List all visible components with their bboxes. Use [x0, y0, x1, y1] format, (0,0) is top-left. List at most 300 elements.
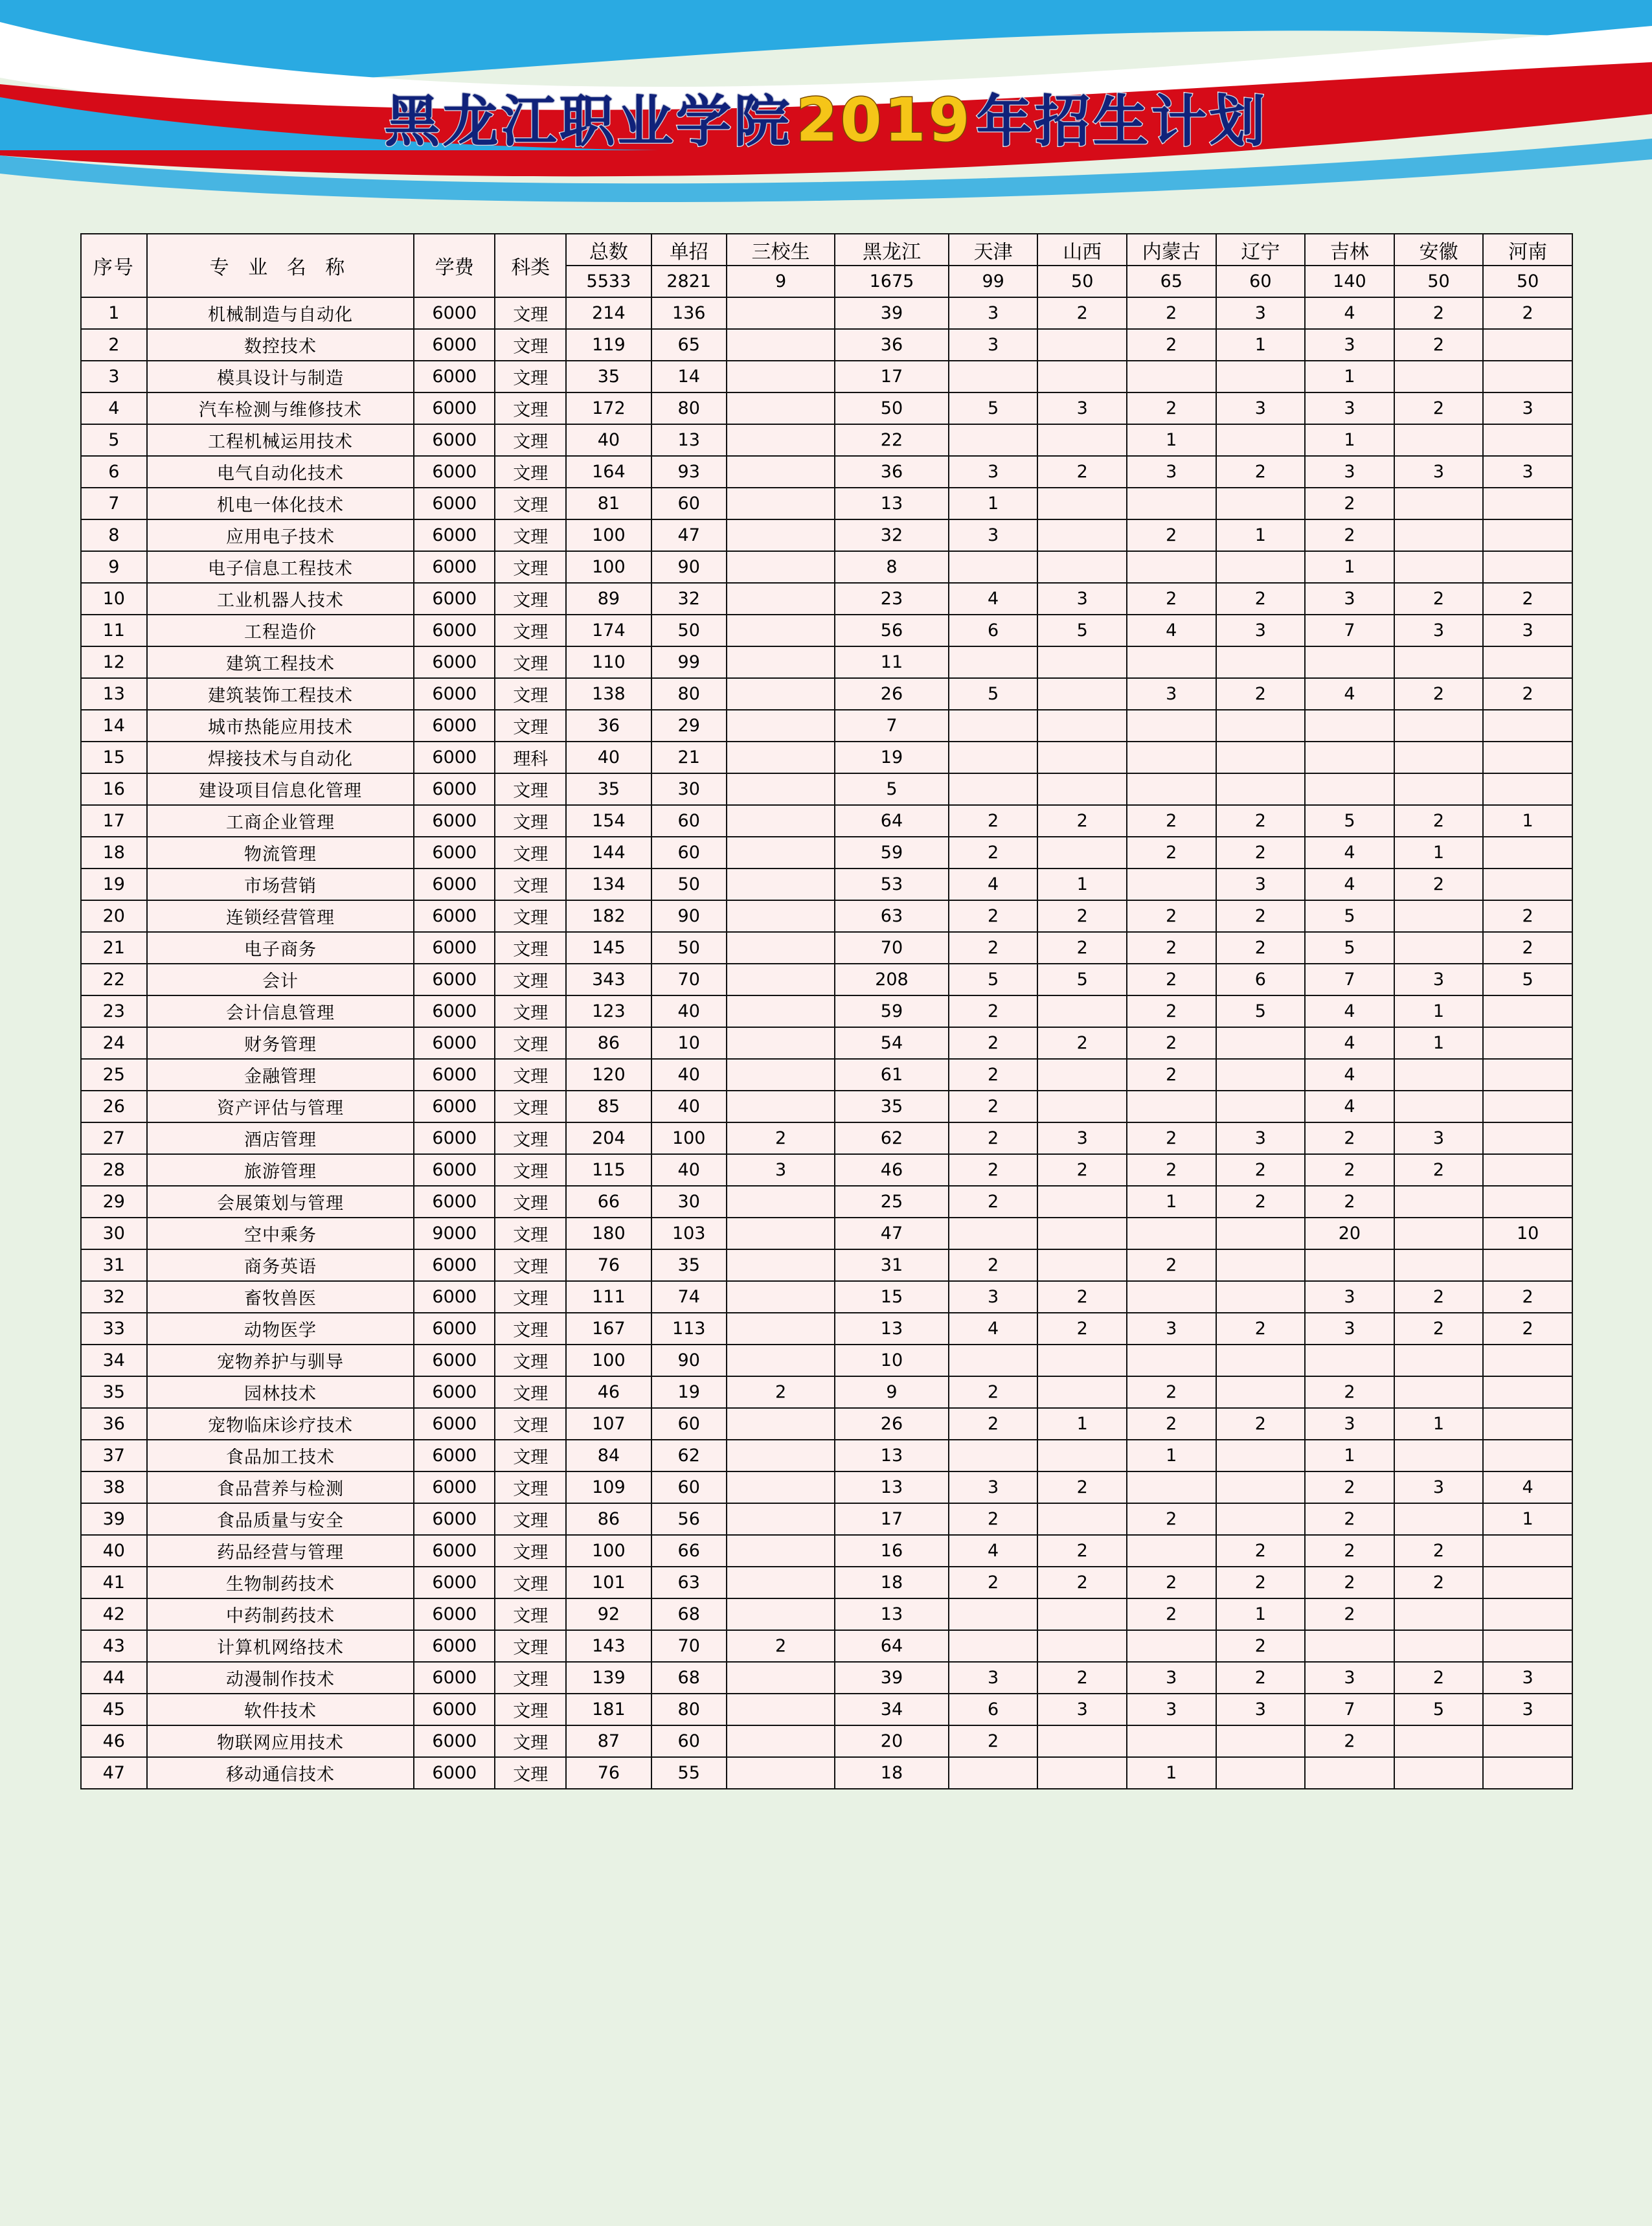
cell-province-henan: 5 [1483, 964, 1572, 995]
header-province-heilongjiang: 黑龙江 [835, 234, 949, 266]
cell-province-liaoning [1216, 361, 1306, 392]
header-province-shanxi: 山西 [1037, 234, 1127, 266]
cell-kind: 文理 [495, 1027, 566, 1059]
cell-province-henan [1483, 424, 1572, 456]
cell-province-henan [1483, 837, 1572, 869]
cell-single: 136 [651, 297, 727, 329]
cell-fee: 6000 [414, 551, 495, 583]
cell-province-henan [1483, 1186, 1572, 1218]
cell-province-shanxi: 2 [1037, 297, 1127, 329]
cell-province-tianjin [949, 1757, 1038, 1789]
cell-index: 15 [81, 742, 147, 773]
cell-province-heilongjiang: 19 [835, 742, 949, 773]
cell-province-anhui: 2 [1394, 1281, 1484, 1313]
cell-province-liaoning: 1 [1216, 1598, 1306, 1630]
cell-three-school [727, 1471, 835, 1503]
cell-province-anhui [1394, 1091, 1484, 1122]
cell-province-liaoning: 1 [1216, 329, 1306, 361]
cell-province-neimenggu: 2 [1127, 1122, 1216, 1154]
cell-three-school [727, 1059, 835, 1091]
table-row [81, 1757, 1572, 1789]
cell-province-heilongjiang: 61 [835, 1059, 949, 1091]
cell-province-neimenggu [1127, 361, 1216, 392]
table-row [81, 1630, 1572, 1662]
cell-kind: 文理 [495, 1376, 566, 1408]
cell-total: 87 [566, 1725, 651, 1757]
cell-province-liaoning [1216, 742, 1306, 773]
cell-total: 120 [566, 1059, 651, 1091]
cell-index: 33 [81, 1313, 147, 1345]
cell-kind: 文理 [495, 456, 566, 488]
cell-fee: 6000 [414, 1281, 495, 1313]
cell-single: 40 [651, 1154, 727, 1186]
cell-province-tianjin: 4 [949, 1313, 1038, 1345]
cell-index: 22 [81, 964, 147, 995]
cell-single: 62 [651, 1440, 727, 1471]
cell-province-shanxi [1037, 1218, 1127, 1249]
cell-province-anhui: 1 [1394, 1027, 1484, 1059]
cell-kind: 文理 [495, 869, 566, 900]
header-province-liaoning: 辽宁 [1216, 234, 1306, 266]
cell-province-henan [1483, 1440, 1572, 1471]
cell-three-school [727, 1408, 835, 1440]
cell-province-neimenggu: 1 [1127, 424, 1216, 456]
cell-province-liaoning [1216, 773, 1306, 805]
cell-index: 28 [81, 1154, 147, 1186]
cell-province-liaoning: 2 [1216, 1662, 1306, 1694]
cell-three-school [727, 1440, 835, 1471]
cell-province-henan [1483, 1122, 1572, 1154]
cell-total: 84 [566, 1440, 651, 1471]
cell-major-name: 会计信息管理 [147, 995, 414, 1027]
table-row [81, 1567, 1572, 1598]
header-province-neimenggu: 内蒙古 [1127, 234, 1216, 266]
cell-province-shanxi: 1 [1037, 1408, 1127, 1440]
cell-total: 35 [566, 773, 651, 805]
cell-index: 9 [81, 551, 147, 583]
cell-province-tianjin: 2 [949, 805, 1038, 837]
cell-province-neimenggu [1127, 773, 1216, 805]
cell-province-shanxi [1037, 742, 1127, 773]
cell-province-anhui [1394, 551, 1484, 583]
title-part-two: 年招生计划 [976, 89, 1268, 154]
cell-major-name: 园林技术 [147, 1376, 414, 1408]
table-row [81, 773, 1572, 805]
cell-province-anhui [1394, 488, 1484, 519]
cell-province-anhui: 3 [1394, 1122, 1484, 1154]
cell-fee: 6000 [414, 932, 495, 964]
page-title [0, 85, 1652, 155]
cell-province-neimenggu: 2 [1127, 837, 1216, 869]
cell-total: 343 [566, 964, 651, 995]
cell-province-jilin: 7 [1305, 964, 1394, 995]
cell-province-jilin: 4 [1305, 837, 1394, 869]
cell-province-henan [1483, 1376, 1572, 1408]
cell-total: 100 [566, 1345, 651, 1376]
cell-province-liaoning [1216, 1440, 1306, 1471]
table-row [81, 1376, 1572, 1408]
cell-province-henan [1483, 995, 1572, 1027]
cell-single: 103 [651, 1218, 727, 1249]
cell-province-shanxi: 3 [1037, 392, 1127, 424]
cell-index: 3 [81, 361, 147, 392]
cell-three-school: 2 [727, 1376, 835, 1408]
cell-province-liaoning: 2 [1216, 837, 1306, 869]
cell-total: 100 [566, 551, 651, 583]
cell-province-liaoning: 2 [1216, 805, 1306, 837]
cell-province-henan [1483, 869, 1572, 900]
cell-fee: 6000 [414, 1662, 495, 1694]
cell-province-tianjin: 2 [949, 1027, 1038, 1059]
cell-major-name: 连锁经营管理 [147, 900, 414, 932]
cell-province-anhui [1394, 900, 1484, 932]
cell-single: 60 [651, 837, 727, 869]
title-year: 2019 [796, 85, 973, 155]
cell-province-jilin: 2 [1305, 1376, 1394, 1408]
cell-province-jilin: 4 [1305, 297, 1394, 329]
cell-total: 89 [566, 583, 651, 615]
header-single-recruit: 单招 [651, 234, 727, 266]
cell-kind: 文理 [495, 1186, 566, 1218]
cell-index: 27 [81, 1122, 147, 1154]
cell-province-henan [1483, 1091, 1572, 1122]
cell-index: 26 [81, 1091, 147, 1122]
cell-province-henan [1483, 551, 1572, 583]
cell-province-liaoning: 2 [1216, 1154, 1306, 1186]
cell-province-neimenggu: 2 [1127, 583, 1216, 615]
cell-total: 81 [566, 488, 651, 519]
cell-fee: 6000 [414, 1725, 495, 1757]
table-row [81, 1313, 1572, 1345]
cell-province-anhui: 1 [1394, 1408, 1484, 1440]
cell-province-anhui: 2 [1394, 1662, 1484, 1694]
cell-three-school [727, 900, 835, 932]
cell-province-anhui: 3 [1394, 1471, 1484, 1503]
cell-province-henan [1483, 773, 1572, 805]
header-province-anhui: 安徽 [1394, 234, 1484, 266]
cell-province-heilongjiang: 35 [835, 1091, 949, 1122]
table-row [81, 1091, 1572, 1122]
cell-major-name: 金融管理 [147, 1059, 414, 1091]
cell-kind: 文理 [495, 551, 566, 583]
cell-fee: 6000 [414, 1694, 495, 1725]
cell-province-anhui: 2 [1394, 805, 1484, 837]
cell-province-jilin: 4 [1305, 869, 1394, 900]
cell-fee: 6000 [414, 583, 495, 615]
cell-three-school [727, 678, 835, 710]
cell-province-henan [1483, 1725, 1572, 1757]
cell-single: 70 [651, 1630, 727, 1662]
cell-three-school [727, 488, 835, 519]
cell-kind: 文理 [495, 1122, 566, 1154]
cell-province-henan [1483, 1535, 1572, 1567]
cell-province-jilin [1305, 710, 1394, 742]
cell-total: 214 [566, 297, 651, 329]
cell-province-neimenggu [1127, 1218, 1216, 1249]
cell-total: 40 [566, 424, 651, 456]
cell-province-tianjin: 2 [949, 1186, 1038, 1218]
cell-single: 19 [651, 1376, 727, 1408]
cell-single: 14 [651, 361, 727, 392]
cell-three-school [727, 615, 835, 646]
cell-single: 30 [651, 773, 727, 805]
cell-province-neimenggu [1127, 869, 1216, 900]
cell-province-shanxi: 2 [1037, 1567, 1127, 1598]
cell-province-liaoning: 2 [1216, 678, 1306, 710]
cell-province-liaoning [1216, 488, 1306, 519]
cell-kind: 文理 [495, 1630, 566, 1662]
cell-province-heilongjiang: 8 [835, 551, 949, 583]
cell-major-name: 计算机网络技术 [147, 1630, 414, 1662]
cell-province-heilongjiang: 18 [835, 1567, 949, 1598]
header-major: 专 业 名 称 [147, 234, 414, 297]
cell-province-heilongjiang: 64 [835, 1630, 949, 1662]
cell-total: 107 [566, 1408, 651, 1440]
cell-province-tianjin: 4 [949, 1535, 1038, 1567]
cell-province-neimenggu [1127, 710, 1216, 742]
cell-major-name: 资产评估与管理 [147, 1091, 414, 1122]
cell-province-jilin: 2 [1305, 1471, 1394, 1503]
cell-three-school [727, 1186, 835, 1218]
cell-total: 143 [566, 1630, 651, 1662]
cell-province-liaoning [1216, 1218, 1306, 1249]
cell-province-anhui: 2 [1394, 297, 1484, 329]
cell-major-name: 财务管理 [147, 1027, 414, 1059]
cell-province-shanxi: 2 [1037, 1662, 1127, 1694]
cell-index: 36 [81, 1408, 147, 1440]
cell-fee: 6000 [414, 678, 495, 710]
cell-major-name: 中药制药技术 [147, 1598, 414, 1630]
cell-province-liaoning [1216, 1345, 1306, 1376]
cell-province-heilongjiang: 11 [835, 646, 949, 678]
cell-province-anhui: 2 [1394, 1313, 1484, 1345]
table-row [81, 1471, 1572, 1503]
cell-province-neimenggu [1127, 1091, 1216, 1122]
cell-province-liaoning: 3 [1216, 615, 1306, 646]
cell-province-shanxi: 2 [1037, 1027, 1127, 1059]
cell-province-liaoning [1216, 424, 1306, 456]
header-index: 序号 [81, 234, 147, 297]
cell-index: 2 [81, 329, 147, 361]
cell-three-school [727, 932, 835, 964]
cell-province-henan: 1 [1483, 805, 1572, 837]
cell-single: 40 [651, 1091, 727, 1122]
cell-province-neimenggu: 2 [1127, 805, 1216, 837]
cell-index: 7 [81, 488, 147, 519]
cell-province-shanxi [1037, 1186, 1127, 1218]
cell-province-jilin [1305, 742, 1394, 773]
cell-single: 60 [651, 1408, 727, 1440]
cell-province-heilongjiang: 53 [835, 869, 949, 900]
cell-province-anhui [1394, 1598, 1484, 1630]
cell-total: 145 [566, 932, 651, 964]
cell-province-shanxi: 3 [1037, 1122, 1127, 1154]
cell-province-liaoning [1216, 1725, 1306, 1757]
cell-fee: 6000 [414, 900, 495, 932]
cell-single: 90 [651, 900, 727, 932]
cell-province-shanxi [1037, 1757, 1127, 1789]
enrollment-plan-table [80, 233, 1573, 1789]
cell-province-henan: 3 [1483, 1662, 1572, 1694]
cell-province-heilongjiang: 18 [835, 1757, 949, 1789]
cell-single: 113 [651, 1313, 727, 1345]
cell-kind: 文理 [495, 1345, 566, 1376]
cell-province-neimenggu: 2 [1127, 297, 1216, 329]
table-row [81, 1440, 1572, 1471]
cell-province-heilongjiang: 23 [835, 583, 949, 615]
cell-province-tianjin: 4 [949, 869, 1038, 900]
cell-province-neimenggu: 2 [1127, 900, 1216, 932]
cell-kind: 文理 [495, 329, 566, 361]
cell-province-anhui [1394, 1440, 1484, 1471]
cell-province-anhui [1394, 710, 1484, 742]
cell-province-jilin: 3 [1305, 583, 1394, 615]
cell-province-neimenggu: 2 [1127, 392, 1216, 424]
cell-fee: 6000 [414, 1186, 495, 1218]
cell-kind: 文理 [495, 1059, 566, 1091]
cell-province-anhui: 2 [1394, 678, 1484, 710]
cell-kind: 文理 [495, 1281, 566, 1313]
cell-province-anhui: 1 [1394, 995, 1484, 1027]
cell-province-tianjin: 2 [949, 1091, 1038, 1122]
cell-province-anhui: 2 [1394, 1154, 1484, 1186]
table-row [81, 488, 1572, 519]
cell-province-neimenggu: 2 [1127, 1154, 1216, 1186]
cell-index: 21 [81, 932, 147, 964]
table-row [81, 1725, 1572, 1757]
table-row [81, 1281, 1572, 1313]
cell-index: 47 [81, 1757, 147, 1789]
cell-single: 68 [651, 1598, 727, 1630]
cell-major-name: 建筑工程技术 [147, 646, 414, 678]
cell-index: 37 [81, 1440, 147, 1471]
cell-fee: 6000 [414, 1440, 495, 1471]
cell-province-liaoning [1216, 646, 1306, 678]
header-kind: 科类 [495, 234, 566, 297]
cell-major-name: 市场营销 [147, 869, 414, 900]
cell-province-heilongjiang: 17 [835, 361, 949, 392]
cell-province-tianjin: 5 [949, 392, 1038, 424]
cell-province-tianjin [949, 1598, 1038, 1630]
cell-three-school [727, 424, 835, 456]
cell-single: 40 [651, 1059, 727, 1091]
cell-province-shanxi [1037, 1091, 1127, 1122]
table-row [81, 1662, 1572, 1694]
table-row [81, 424, 1572, 456]
table-row [81, 1059, 1572, 1091]
cell-province-neimenggu: 3 [1127, 1694, 1216, 1725]
cell-province-liaoning: 2 [1216, 1567, 1306, 1598]
cell-fee: 6000 [414, 1503, 495, 1535]
cell-province-heilongjiang: 22 [835, 424, 949, 456]
cell-fee: 6000 [414, 519, 495, 551]
cell-total: 138 [566, 678, 651, 710]
cell-kind: 文理 [495, 1154, 566, 1186]
cell-province-heilongjiang: 59 [835, 995, 949, 1027]
cell-province-anhui [1394, 1186, 1484, 1218]
cell-province-henan: 10 [1483, 1218, 1572, 1249]
table-row [81, 1154, 1572, 1186]
cell-province-jilin: 3 [1305, 456, 1394, 488]
cell-province-heilongjiang: 13 [835, 1598, 949, 1630]
cell-fee: 6000 [414, 805, 495, 837]
header-total: 总数 [566, 234, 651, 266]
cell-three-school [727, 297, 835, 329]
cell-province-tianjin [949, 742, 1038, 773]
summary-neimenggu: 65 [1127, 266, 1216, 297]
cell-province-jilin: 1 [1305, 424, 1394, 456]
cell-province-jilin: 1 [1305, 551, 1394, 583]
cell-index: 14 [81, 710, 147, 742]
cell-three-school [727, 1249, 835, 1281]
cell-three-school [727, 869, 835, 900]
cell-province-heilongjiang: 9 [835, 1376, 949, 1408]
cell-province-liaoning [1216, 1281, 1306, 1313]
cell-three-school [727, 646, 835, 678]
cell-province-tianjin: 2 [949, 1725, 1038, 1757]
cell-index: 38 [81, 1471, 147, 1503]
cell-province-tianjin: 3 [949, 1662, 1038, 1694]
cell-fee: 6000 [414, 1154, 495, 1186]
cell-province-shanxi [1037, 488, 1127, 519]
cell-province-henan: 2 [1483, 900, 1572, 932]
cell-province-heilongjiang: 5 [835, 773, 949, 805]
cell-total: 100 [566, 1535, 651, 1567]
cell-province-heilongjiang: 26 [835, 1408, 949, 1440]
cell-province-heilongjiang: 39 [835, 297, 949, 329]
cell-fee: 6000 [414, 456, 495, 488]
cell-total: 134 [566, 869, 651, 900]
cell-fee: 9000 [414, 1218, 495, 1249]
cell-province-tianjin [949, 1440, 1038, 1471]
cell-province-henan: 3 [1483, 392, 1572, 424]
cell-single: 90 [651, 551, 727, 583]
cell-province-liaoning [1216, 551, 1306, 583]
cell-index: 19 [81, 869, 147, 900]
cell-three-school: 2 [727, 1122, 835, 1154]
cell-province-henan [1483, 488, 1572, 519]
cell-three-school [727, 1027, 835, 1059]
cell-province-anhui [1394, 1249, 1484, 1281]
table-row [81, 1027, 1572, 1059]
cell-province-liaoning [1216, 1249, 1306, 1281]
cell-province-neimenggu [1127, 1630, 1216, 1662]
summary-liaoning: 60 [1216, 266, 1306, 297]
cell-total: 144 [566, 837, 651, 869]
table-row [81, 551, 1572, 583]
cell-province-heilongjiang: 13 [835, 1471, 949, 1503]
summary-jilin: 140 [1305, 266, 1394, 297]
cell-province-anhui: 3 [1394, 615, 1484, 646]
summary-henan: 50 [1483, 266, 1572, 297]
cell-province-henan: 2 [1483, 583, 1572, 615]
cell-total: 180 [566, 1218, 651, 1249]
cell-province-heilongjiang: 63 [835, 900, 949, 932]
cell-province-heilongjiang: 62 [835, 1122, 949, 1154]
cell-index: 1 [81, 297, 147, 329]
cell-single: 35 [651, 1249, 727, 1281]
header-three-school: 三校生 [727, 234, 835, 266]
cell-province-anhui [1394, 1630, 1484, 1662]
cell-index: 34 [81, 1345, 147, 1376]
cell-single: 80 [651, 1694, 727, 1725]
cell-province-tianjin: 2 [949, 1059, 1038, 1091]
cell-kind: 文理 [495, 1567, 566, 1598]
cell-province-neimenggu: 1 [1127, 1757, 1216, 1789]
cell-kind: 文理 [495, 519, 566, 551]
cell-three-school [727, 742, 835, 773]
cell-province-anhui [1394, 646, 1484, 678]
